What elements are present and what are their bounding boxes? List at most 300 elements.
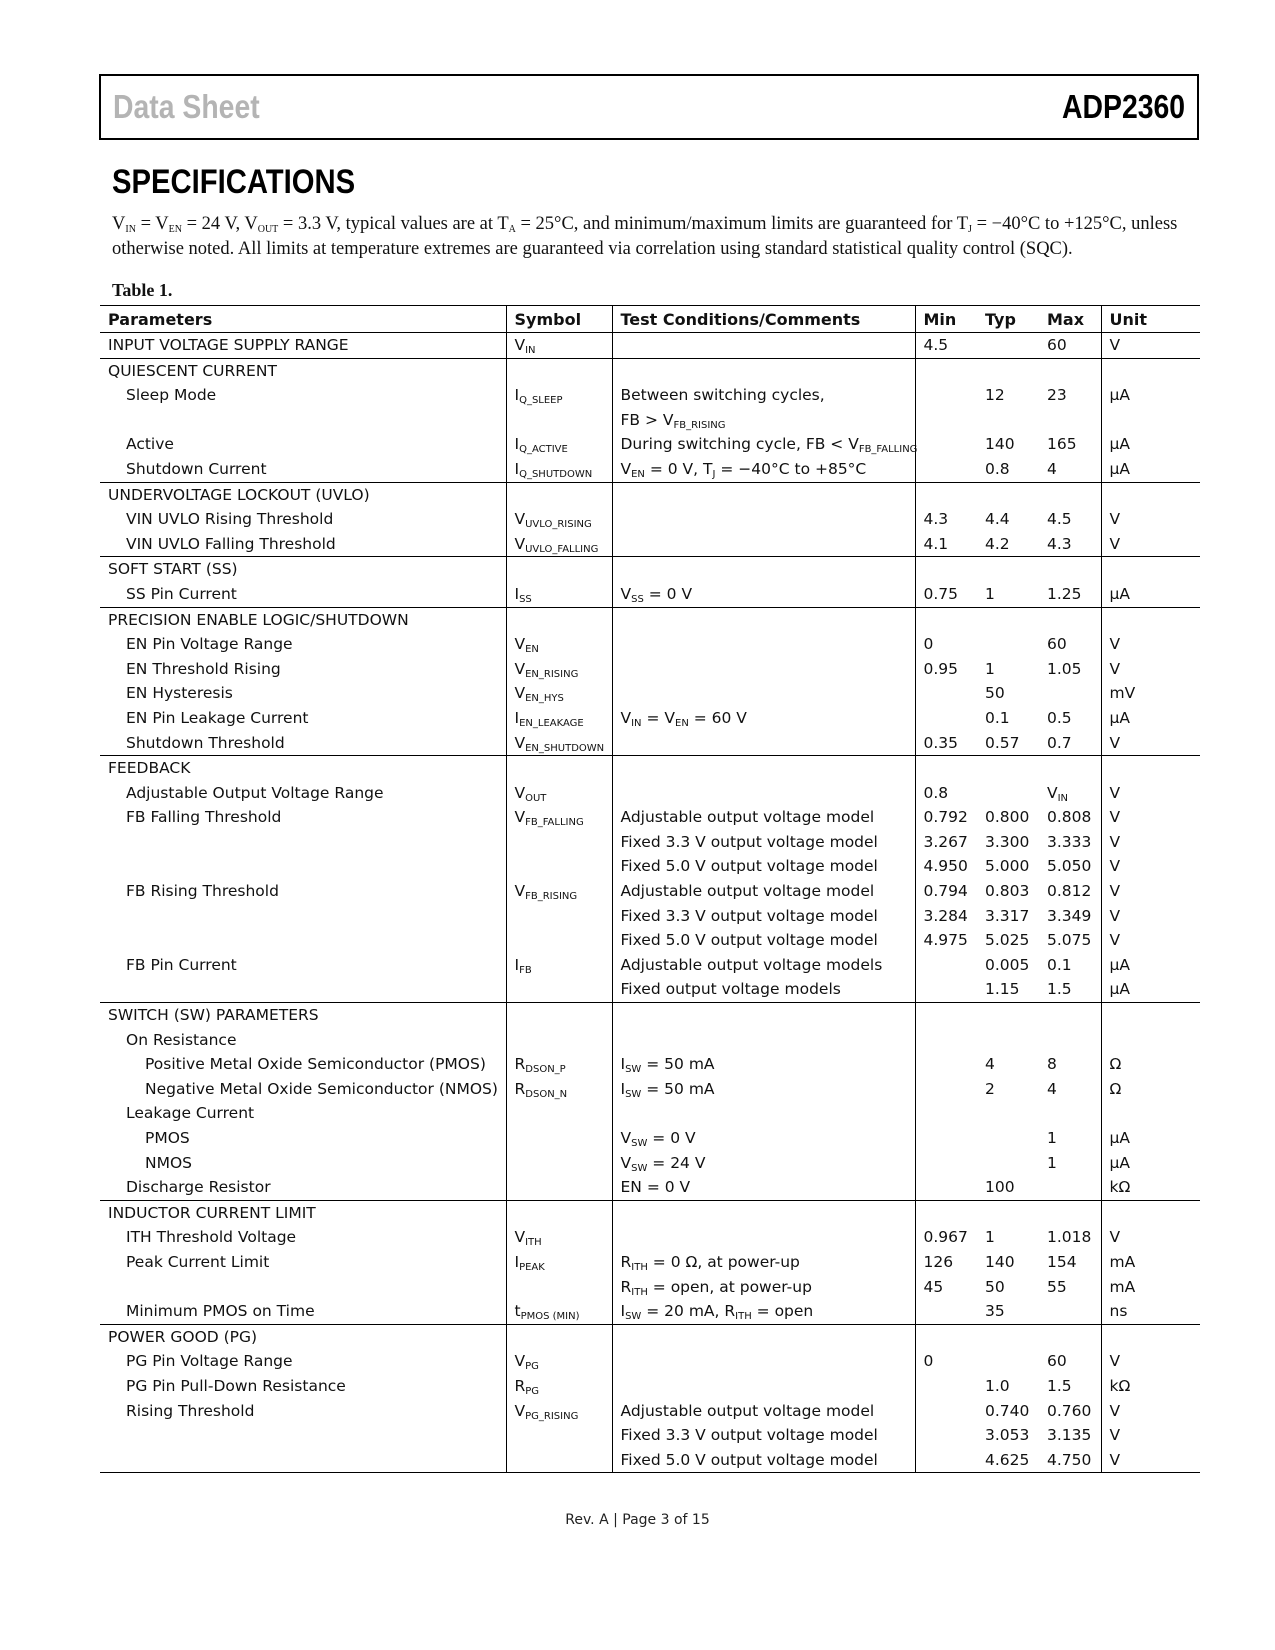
condition-cell: Fixed output voltage models <box>612 977 915 1002</box>
table-row <box>100 1275 1200 1300</box>
symbol-cell <box>506 830 612 855</box>
condition-cell <box>612 482 915 507</box>
condition-cell <box>612 1324 915 1349</box>
param-cell <box>100 977 506 1002</box>
unit-cell: μA <box>1101 706 1200 731</box>
symbol-cell: $V_{FB\_FALLING}$ <box>506 805 612 830</box>
min-cell: 3.284 <box>915 904 977 929</box>
symbol-cell: $R_{DSON\_P}$ <box>506 1052 612 1077</box>
symbol-cell: $I_{Q\_SLEEP}$ <box>506 383 612 432</box>
min-cell <box>915 1003 977 1028</box>
unit-cell: ns <box>1101 1299 1200 1324</box>
symbol-cell <box>506 1275 612 1300</box>
page-footer: Rev. A | Page 3 of 15 <box>565 1512 710 1528</box>
min-cell <box>915 1200 977 1225</box>
unit-cell: μA <box>1101 953 1200 978</box>
symbol-cell <box>506 1126 612 1151</box>
symbol-cell <box>506 1028 612 1053</box>
table-row <box>100 482 1200 507</box>
table-row <box>100 432 1200 457</box>
min-cell <box>915 977 977 1002</box>
param-cell: VIN UVLO Falling Threshold <box>100 532 506 557</box>
table-row <box>100 1003 1200 1028</box>
param-cell: Active <box>126 435 174 454</box>
table-row <box>100 681 1200 706</box>
min-cell: 4.3 <box>915 507 977 532</box>
max-cell <box>1039 1101 1101 1126</box>
typ-cell: 4 <box>985 1055 995 1074</box>
max-cell <box>1039 681 1101 706</box>
min-cell: 0.794 <box>915 879 977 904</box>
table-row <box>100 1349 1200 1374</box>
unit-cell <box>1101 1003 1200 1028</box>
symbol-cell: $V_{OUT}$ <box>506 781 612 806</box>
min-cell: 0.967 <box>915 1225 977 1250</box>
condition-cell <box>612 756 915 781</box>
condition-cell <box>612 632 915 657</box>
unit-cell: V <box>1101 507 1200 532</box>
param-cell: PMOS <box>145 1129 190 1147</box>
max-cell: 5.075 <box>1047 931 1092 950</box>
max-cell: 4.750 <box>1039 1448 1101 1473</box>
param-cell <box>100 1275 506 1300</box>
typ-cell: 100 <box>977 1175 1039 1200</box>
max-cell: 3.349 <box>1047 906 1092 925</box>
min-cell: 0.95 <box>915 657 977 682</box>
max-cell: 5.050 <box>1047 857 1092 876</box>
table-row <box>100 607 1200 632</box>
table-row <box>100 879 1200 904</box>
min-cell <box>915 557 977 582</box>
table-row <box>100 1423 1200 1448</box>
symbol-cell <box>506 557 612 582</box>
table-row <box>100 781 1200 806</box>
table-row <box>100 1052 1200 1077</box>
unit-cell: μA <box>1101 432 1200 457</box>
condition-cell <box>612 1374 915 1399</box>
typ-cell: 4.625 <box>977 1448 1039 1473</box>
typ-cell: 1 <box>985 659 995 678</box>
unit-cell: V <box>1101 731 1200 756</box>
min-cell <box>915 457 977 482</box>
max-cell: 3.333 <box>1047 832 1092 851</box>
symbol-cell <box>506 928 612 953</box>
typ-cell: 1.0 <box>985 1376 1010 1395</box>
min-cell: 0.792 <box>915 805 977 830</box>
param-cell: FB Falling Threshold <box>126 808 282 827</box>
condition-cell: $R_{ITH} = 0$ Ω, at power-up <box>612 1250 915 1275</box>
symbol-cell: $I_{PEAK}$ <box>506 1250 612 1275</box>
table-row <box>100 532 1200 557</box>
condition-cell <box>612 507 915 532</box>
page-header <box>99 74 1199 140</box>
condition-cell <box>612 1225 915 1250</box>
typ-cell <box>977 557 1039 582</box>
table-row <box>100 1374 1200 1399</box>
min-cell <box>915 706 977 731</box>
col-header-unit: Unit <box>1101 306 1200 333</box>
unit-cell <box>1101 358 1200 383</box>
max-cell <box>1039 1299 1101 1324</box>
max-cell: 23 <box>1047 386 1067 405</box>
symbol-cell <box>506 358 612 383</box>
unit-cell: V <box>1101 632 1200 657</box>
typ-cell <box>977 1349 1039 1374</box>
condition-cell: Fixed 3.3 V output voltage model <box>612 830 915 855</box>
table-row <box>100 457 1200 482</box>
unit-cell: μA <box>1101 1151 1200 1176</box>
col-header-parameters: Parameters <box>100 306 506 333</box>
table-row <box>100 1175 1200 1200</box>
param-cell: Discharge Resistor <box>100 1175 506 1200</box>
typ-cell <box>977 781 1039 806</box>
table-row <box>100 731 1200 756</box>
param-cell: EN Pin Leakage Current <box>126 708 309 727</box>
table-row <box>100 928 1200 953</box>
symbol-cell: $R_{PG}$ <box>506 1374 612 1399</box>
unit-cell: kΩ <box>1101 1175 1200 1200</box>
min-cell <box>915 1399 977 1424</box>
condition-cell: $I_{SW} = 20$ mA, $R_{ITH}$ = open <box>612 1299 915 1324</box>
symbol-cell <box>506 1324 612 1349</box>
min-cell: 4.1 <box>915 532 977 557</box>
unit-cell: V <box>1101 879 1200 904</box>
param-cell: EN Threshold Rising <box>126 659 281 678</box>
table-row <box>100 1225 1200 1250</box>
typ-cell: 0.8 <box>977 457 1039 482</box>
min-cell: 126 <box>915 1250 977 1275</box>
unit-cell: μA <box>1101 457 1200 482</box>
typ-cell: 50 <box>985 1277 1005 1296</box>
max-cell: 3.135 <box>1047 1426 1092 1445</box>
param-cell: Leakage Current <box>126 1104 255 1123</box>
min-cell <box>915 432 977 457</box>
typ-cell: 4.4 <box>985 510 1010 529</box>
table-row <box>100 805 1200 830</box>
max-cell <box>1039 557 1101 582</box>
param-cell: On Resistance <box>126 1030 237 1049</box>
param-cell: Shutdown Current <box>100 457 506 482</box>
condition-cell: Between switching cycles, FB > $V_{FB\_RISING}$ <box>612 383 915 432</box>
symbol-cell <box>506 1101 612 1126</box>
min-cell <box>915 1028 977 1053</box>
min-cell <box>915 358 977 383</box>
min-cell <box>915 1077 977 1102</box>
max-cell: 0.7 <box>1039 731 1101 756</box>
symbol-cell <box>506 756 612 781</box>
condition-cell: $I_{SW} = 50$ mA <box>612 1052 915 1077</box>
min-cell <box>915 953 977 978</box>
min-cell <box>915 1101 977 1126</box>
max-cell: 0.1 <box>1047 955 1072 974</box>
col-header-symbol: Symbol <box>506 306 612 333</box>
max-cell <box>1039 1200 1101 1225</box>
unit-cell: V <box>1101 1349 1200 1374</box>
typ-cell: 0.800 <box>985 808 1030 827</box>
section-title: SPECIFICATIONS <box>112 163 356 201</box>
param-cell: FB Rising Threshold <box>126 882 279 901</box>
typ-cell <box>977 1151 1039 1176</box>
param-cell: Minimum PMOS on Time <box>100 1299 506 1324</box>
typ-cell: 50 <box>985 684 1005 703</box>
param-cell <box>100 830 506 855</box>
table-row <box>100 953 1200 978</box>
symbol-cell: $V_{EN\_HYS}$ <box>506 681 612 706</box>
condition-cell <box>612 781 915 806</box>
condition-cell: During switching cycle, FB < $V_{FB\_FALLING}$ <box>612 432 915 457</box>
condition-cell: Fixed 3.3 V output voltage model <box>612 904 915 929</box>
table-row <box>100 582 1200 607</box>
unit-cell: V <box>1101 1423 1200 1448</box>
condition-cell: Fixed 5.0 V output voltage model <box>612 928 915 953</box>
symbol-cell <box>506 607 612 632</box>
condition-cell <box>612 1101 915 1126</box>
symbol-cell <box>506 1423 612 1448</box>
symbol-cell: $V_{UVLO\_RISING}$ <box>506 507 612 532</box>
max-cell: 4 <box>1039 457 1101 482</box>
param-cell: SOFT START (SS) <box>108 560 238 579</box>
typ-cell: 1 <box>977 582 1039 607</box>
typ-cell: 5.000 <box>985 857 1030 876</box>
unit-cell: mV <box>1101 681 1200 706</box>
table-row <box>100 632 1200 657</box>
max-cell: 55 <box>1047 1277 1067 1296</box>
symbol-cell <box>506 1151 612 1176</box>
symbol-cell: $V_{UVLO\_FALLING}$ <box>506 532 612 557</box>
typ-cell <box>977 333 1039 359</box>
max-cell: 8 <box>1047 1055 1057 1074</box>
param-cell: NMOS <box>145 1153 193 1172</box>
param-cell: Shutdown Threshold <box>100 731 506 756</box>
typ-cell: 0.803 <box>985 882 1030 901</box>
symbol-cell: $I_{FB}$ <box>506 953 612 978</box>
condition-cell: $R_{ITH}$ = open, at power-up <box>612 1275 915 1300</box>
typ-cell: 4.2 <box>977 532 1039 557</box>
max-cell <box>1039 358 1101 383</box>
condition-cell: $V_{EN} = 0$ V, $T_J = -40^\circ C$ to +85°C <box>612 457 915 482</box>
unit-cell <box>1101 482 1200 507</box>
param-cell: INDUCTOR CURRENT LIMIT <box>108 1203 316 1222</box>
param-cell: PRECISION ENABLE LOGIC/SHUTDOWN <box>108 610 409 629</box>
min-cell: 4.975 <box>915 928 977 953</box>
symbol-cell: $I_{Q\_SHUTDOWN}$ <box>506 457 612 482</box>
typ-cell: 3.053 <box>985 1426 1030 1445</box>
table-row <box>100 1077 1200 1102</box>
max-cell: 60 <box>1039 333 1101 359</box>
table-row <box>100 904 1200 929</box>
min-cell: 0.75 <box>915 582 977 607</box>
condition-cell: $V_{SW} = 0$ V <box>612 1126 915 1151</box>
max-cell <box>1039 482 1101 507</box>
min-cell <box>915 1374 977 1399</box>
table-row <box>100 830 1200 855</box>
symbol-cell <box>506 1003 612 1028</box>
unit-cell <box>1101 1101 1200 1126</box>
unit-cell <box>1101 756 1200 781</box>
min-cell <box>915 383 977 432</box>
condition-cell: EN = 0 V <box>612 1175 915 1200</box>
typ-cell <box>977 482 1039 507</box>
header-doc-type: Data Sheet <box>113 88 260 125</box>
unit-cell <box>1101 1200 1200 1225</box>
min-cell: 0 <box>915 632 977 657</box>
param-cell: VIN UVLO Rising Threshold <box>126 510 334 529</box>
condition-cell <box>612 731 915 756</box>
table-body <box>100 333 1200 1473</box>
min-cell <box>915 1448 977 1473</box>
condition-cell: $I_{SW} = 50$ mA <box>612 1077 915 1102</box>
table-row <box>100 358 1200 383</box>
typ-cell: 2 <box>985 1079 995 1098</box>
table-row <box>100 1250 1200 1275</box>
unit-cell: V <box>1101 830 1200 855</box>
col-header-min: Min <box>915 306 977 333</box>
param-cell: INPUT VOLTAGE SUPPLY RANGE <box>100 333 506 359</box>
max-cell: 4.5 <box>1047 510 1072 529</box>
table-row <box>100 1299 1200 1324</box>
unit-cell: mA <box>1101 1275 1200 1300</box>
min-cell <box>915 1423 977 1448</box>
typ-cell: 1 <box>985 1228 995 1247</box>
param-cell: Negative Metal Oxide Semiconductor (NMOS) <box>145 1079 498 1098</box>
typ-cell: 1.15 <box>977 977 1039 1002</box>
unit-cell: V <box>1101 854 1200 879</box>
symbol-cell <box>506 977 612 1002</box>
typ-cell: 0.57 <box>977 731 1039 756</box>
param-cell: Peak Current Limit <box>126 1252 270 1271</box>
condition-cell <box>612 1200 915 1225</box>
param-cell: UNDERVOLTAGE LOCKOUT (UVLO) <box>108 485 370 504</box>
table-row <box>100 557 1200 582</box>
unit-cell: V <box>1101 1448 1200 1473</box>
unit-cell: mA <box>1101 1250 1200 1275</box>
min-cell <box>915 756 977 781</box>
param-cell <box>100 1423 506 1448</box>
min-cell <box>915 1151 977 1176</box>
symbol-cell: $V_{IN}$ <box>506 333 612 359</box>
unit-cell: μA <box>1101 977 1200 1002</box>
condition-cell <box>612 607 915 632</box>
symbol-cell: $V_{EN\_RISING}$ <box>506 657 612 682</box>
table-row <box>100 1101 1200 1126</box>
unit-cell: μA <box>1101 582 1200 607</box>
max-cell: $V_{IN}$ <box>1047 783 1069 804</box>
unit-cell: Ω <box>1101 1052 1200 1077</box>
typ-cell: 35 <box>977 1299 1039 1324</box>
param-cell <box>100 904 506 929</box>
typ-cell: 3.300 <box>985 832 1030 851</box>
min-cell <box>915 482 977 507</box>
max-cell <box>1039 1003 1101 1028</box>
min-cell: 45 <box>915 1275 977 1300</box>
max-cell: 1.5 <box>1039 977 1101 1002</box>
max-cell: 60 <box>1047 1352 1067 1371</box>
min-cell <box>915 1175 977 1200</box>
unit-cell: V <box>1101 333 1200 359</box>
max-cell: 1.018 <box>1047 1228 1092 1247</box>
table-row <box>100 333 1200 359</box>
max-cell: 0.5 <box>1047 708 1072 727</box>
min-cell <box>915 1324 977 1349</box>
unit-cell: V <box>1101 1399 1200 1424</box>
typ-cell: 0.005 <box>985 955 1030 974</box>
condition-cell: Fixed 5.0 V output voltage model <box>612 1448 915 1473</box>
unit-cell: V <box>1101 657 1200 682</box>
table-row <box>100 1126 1200 1151</box>
typ-cell: 5.025 <box>985 931 1030 950</box>
unit-cell <box>1101 1324 1200 1349</box>
typ-cell <box>977 756 1039 781</box>
condition-cell <box>612 1003 915 1028</box>
condition-cell: Fixed 5.0 V output voltage model <box>612 854 915 879</box>
min-cell <box>915 681 977 706</box>
table-row <box>100 977 1200 1002</box>
max-cell: 4 <box>1047 1079 1057 1098</box>
unit-cell: kΩ <box>1101 1374 1200 1399</box>
condition-cell: $V_{IN} = V_{EN} = 60$ V <box>612 706 915 731</box>
condition-cell <box>612 657 915 682</box>
param-cell <box>100 928 506 953</box>
table-header-row <box>100 306 1200 333</box>
max-cell <box>1039 1175 1101 1200</box>
symbol-cell <box>506 482 612 507</box>
symbol-cell: $V_{EN}$ <box>506 632 612 657</box>
param-cell: Adjustable Output Voltage Range <box>126 783 384 802</box>
max-cell: 1.5 <box>1047 1376 1072 1395</box>
typ-cell: 140 <box>985 435 1015 454</box>
condition-cell <box>612 681 915 706</box>
unit-cell: V <box>1101 904 1200 929</box>
max-cell: 4.3 <box>1039 532 1101 557</box>
min-cell: 0.8 <box>915 781 977 806</box>
table-row <box>100 383 1200 432</box>
param-cell: ITH Threshold Voltage <box>126 1228 297 1247</box>
param-cell: SS Pin Current <box>100 582 506 607</box>
intro-paragraph: $V_{IN} = V_{EN} = 24$ V, $V_{OUT} = 3.3$ V, typical values are at $T_A = 25^\circ C$, and minimum/maximum limits are guaranteed for $T_J = -40^\circ C$ to +125°C, unless otherwise noted. All limits at temperature extremes are guaranteed via correlation using standard statistical quality control (SQC). <box>112 214 1178 259</box>
min-cell <box>915 1299 977 1324</box>
table-row <box>100 854 1200 879</box>
max-cell <box>1039 756 1101 781</box>
typ-cell: 0.740 <box>985 1401 1030 1420</box>
table-row <box>100 1324 1200 1349</box>
symbol-cell: $V_{PG\_RISING}$ <box>506 1399 612 1424</box>
condition-cell <box>612 1349 915 1374</box>
min-cell: 4.5 <box>915 333 977 359</box>
condition-cell: Adjustable output voltage models <box>612 953 915 978</box>
unit-cell: V <box>1101 532 1200 557</box>
unit-cell <box>1101 557 1200 582</box>
unit-cell <box>1101 607 1200 632</box>
table-row <box>100 706 1200 731</box>
max-cell <box>1039 607 1101 632</box>
condition-cell <box>612 333 915 359</box>
condition-cell: Adjustable output voltage model <box>612 1399 915 1424</box>
symbol-cell: $I_{Q\_ACTIVE}$ <box>506 432 612 457</box>
condition-cell: $V_{SS} = 0$ V <box>612 582 915 607</box>
condition-cell: Adjustable output voltage model <box>612 805 915 830</box>
max-cell <box>1039 1324 1101 1349</box>
param-cell: PG Pin Pull-Down Resistance <box>126 1376 346 1395</box>
col-header-conditions: Test Conditions/Comments <box>612 306 915 333</box>
typ-cell: 12 <box>985 386 1005 405</box>
param-cell: FB Pin Current <box>126 955 237 974</box>
param-cell: FEEDBACK <box>108 759 191 778</box>
max-cell: 1.05 <box>1047 659 1082 678</box>
condition-cell: $V_{SW} = 24$ V <box>612 1151 915 1176</box>
max-cell: 0.812 <box>1047 882 1092 901</box>
max-cell: 154 <box>1047 1252 1077 1271</box>
typ-cell <box>977 1003 1039 1028</box>
